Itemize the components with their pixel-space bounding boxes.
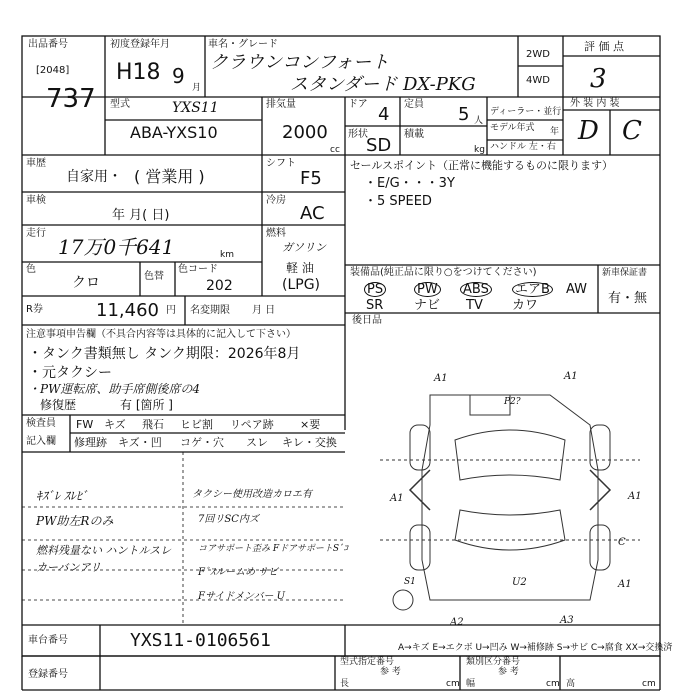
equip-abs: ABS	[460, 282, 492, 297]
remark-2: PW助左Rのみ	[36, 514, 114, 528]
diagram-mark: A1	[434, 373, 448, 384]
remark-3: 燃料残量ない ハントルスレ	[36, 544, 172, 557]
inspection-value: 年 月( 日)	[112, 208, 170, 223]
mileage-label: 走行	[26, 228, 46, 239]
insp-r1-5: ×要	[300, 418, 321, 431]
diagram-mark: A1	[390, 493, 404, 504]
drive-4wd: 4WD	[526, 75, 550, 86]
name-change-label: 名変期限	[190, 305, 230, 316]
inspection-label: 車検	[26, 195, 46, 206]
insp-r2-1: キズ・凹	[118, 436, 162, 449]
warranty-value: 有・無	[608, 291, 648, 306]
remark-9: Fサイドメンバー U	[198, 591, 286, 602]
diagram-mark: A1	[628, 491, 642, 502]
ext-int-label: 外 装 内 装	[570, 98, 620, 109]
equip-navi: ナビ	[414, 298, 441, 313]
remarks-label: 後日品	[352, 315, 382, 326]
insp-r2-4: キレ・交換	[282, 436, 337, 449]
insp-r1-0: FW	[76, 418, 94, 431]
color-code-label: 色コード	[178, 264, 218, 275]
ac-value: AC	[300, 203, 325, 224]
model-label: 型式	[110, 99, 130, 110]
reg-label: 登録番号	[28, 669, 68, 680]
model-handwritten: YXS11	[172, 100, 219, 116]
equip-sr: SR	[366, 298, 384, 313]
sales-point-2: ・5 SPEED	[364, 194, 432, 209]
insp-r2-3: スレ	[246, 436, 268, 449]
chassis-number: YXS11-0106561	[130, 630, 271, 651]
lot-code: [2048]	[36, 65, 70, 76]
remark-4: カーバンアリ	[36, 561, 102, 574]
lot-label: 出品番号	[28, 39, 68, 50]
capacity-value: 5	[458, 104, 470, 125]
first-reg-month: 9	[172, 64, 185, 88]
insp-r1-4: リペア跡	[230, 418, 274, 431]
first-reg-label: 初度登録年月	[110, 39, 170, 50]
diagram-mark: S1	[404, 577, 416, 587]
equip-tv: TV	[466, 298, 483, 313]
insp-r1-2: 飛石	[142, 418, 164, 431]
diagram-mark: A1	[564, 371, 578, 382]
length-label: 長	[340, 679, 350, 689]
diagram-mark: P2?	[504, 397, 521, 407]
capacity-unit: 人	[474, 116, 484, 126]
displacement-label: 排気量	[266, 99, 296, 110]
fuel-label: 燃料	[266, 228, 286, 239]
height-unit: cm	[642, 679, 656, 689]
warranty-label: 新車保証書	[602, 268, 648, 278]
reference-label: 参 考	[380, 667, 401, 677]
model-year-label: モデル年式	[490, 123, 535, 133]
load-unit: kg	[474, 145, 485, 155]
reference-label-2: 参 考	[498, 667, 519, 677]
name-grade-label: 車名・グレード	[208, 39, 278, 50]
note-3: ・PW運転席、助手席側後席の4	[28, 382, 201, 396]
diagram-legend: A→キズ E→エクボ U→凹み W→補修跡 S→サビ C→腐食 XX→交換済	[398, 643, 673, 653]
width-unit: cm	[546, 679, 560, 689]
recycle-label: R券	[26, 304, 43, 315]
color-value: クロ	[72, 275, 100, 291]
diagram-mark: C	[618, 537, 626, 548]
equip-airbag: エアB	[512, 282, 553, 297]
length-unit: cm	[446, 679, 460, 689]
car-diagram	[380, 395, 640, 610]
chassis-label: 車台番号	[28, 635, 68, 646]
width-label: 幅	[466, 679, 476, 689]
drive-2wd: 2WD	[526, 49, 550, 60]
capacity-label: 定員	[404, 99, 424, 110]
insp-r2-0: 修理跡	[74, 436, 107, 449]
mileage-unit: km	[220, 250, 234, 260]
insp-r1-3: ヒビ割	[180, 418, 213, 431]
remark-7: コアサポート歪み FドアサポートSﾞｺ	[198, 544, 349, 554]
interior-value: C	[622, 116, 642, 146]
load-label: 積載	[404, 129, 424, 140]
history-label: 車歴	[26, 158, 46, 169]
category-label: 類別区分番号	[466, 657, 521, 667]
history-business: ( 営業用 )	[134, 167, 205, 186]
fuel-lpg: (LPG)	[282, 277, 321, 293]
color-change-label: 色替	[144, 271, 164, 282]
handle-label: ハンドル 左・右	[490, 142, 556, 152]
inspector-label-1: 検査員	[26, 418, 56, 429]
color-label: 色	[26, 264, 36, 275]
equipment-label: 装備品(純正品に限り○をつけてください)	[350, 267, 537, 278]
diagram-mark: A1	[618, 579, 632, 590]
car-name: クラウンコンフォート	[210, 52, 390, 73]
grade: スタンダード DX-PKG	[290, 74, 476, 95]
year-label: 年	[550, 127, 560, 137]
model-printed: ABA-YXS10	[130, 123, 218, 142]
ac-label: 冷房	[266, 195, 286, 206]
notes-label: 注意事項申告欄（不具合内容等は具体的に記入して下さい）	[26, 329, 296, 340]
equip-pw: PW	[414, 282, 441, 297]
equip-ps: PS	[364, 282, 386, 297]
month-unit: 月	[192, 83, 202, 93]
doors-value: 4	[378, 104, 390, 125]
shift-value: F5	[300, 168, 322, 189]
name-change-value: 月 日	[252, 305, 276, 316]
remark-5: タクシー使用改造カロエ有	[192, 489, 312, 500]
remark-8: Fﾞｽルームめ サビ	[198, 567, 279, 578]
fuel-gas: ガソリン	[282, 241, 326, 254]
repair-label: 修復歴	[40, 398, 77, 412]
fuel-diesel: 軽 油	[286, 261, 314, 275]
displacement-unit: cc	[330, 145, 340, 155]
recycle-unit: 円	[166, 305, 176, 316]
first-reg-year: H18	[116, 60, 161, 85]
note-1: ・タンク書類無し タンク期限：2026年8月	[28, 346, 301, 362]
model-designation-label: 型式指定番号	[340, 657, 395, 667]
diagram-mark: U2	[512, 577, 527, 588]
remark-6: 7回リSC内ズ	[198, 514, 259, 525]
note-2: ・元タクシー	[28, 365, 112, 381]
height-label: 高	[566, 679, 576, 689]
score-value: 3	[590, 64, 607, 94]
dealer-label: ディーラー・並行	[490, 107, 562, 117]
sales-points-label: セールスポイント（正常に機能するものに限ります）	[350, 159, 614, 172]
remark-1: ｷｽﾞﾚ ｽﾚﾋﾞ	[36, 489, 88, 503]
shape-value: SD	[366, 135, 392, 156]
equip-aw: AW	[566, 282, 588, 297]
history-private: 自家用・	[66, 169, 122, 185]
insp-r1-1: キズ	[104, 418, 126, 431]
shape-label: 形状	[348, 129, 368, 140]
lot-number: 737	[46, 84, 96, 114]
recycle-value: 11,460	[96, 300, 159, 321]
exterior-value: D	[578, 116, 599, 146]
repair-value: 有 [箇所 ]	[120, 398, 173, 412]
color-code-value: 202	[206, 278, 233, 294]
mileage-value: 17万0千641	[58, 235, 175, 259]
score-label: 評 価 点	[584, 40, 624, 53]
displacement-value: 2000	[282, 122, 328, 143]
inspector-label-2: 記入欄	[26, 436, 56, 447]
diagram-mark: A3	[560, 615, 574, 626]
shift-label: シフト	[266, 158, 296, 169]
doors-label: ドア	[348, 99, 368, 110]
insp-r2-2: コゲ・穴	[180, 436, 224, 449]
sales-point-1: ・E/G・・・3Y	[364, 176, 455, 191]
equip-leather: カワ	[512, 298, 539, 313]
diagram-mark: A2	[450, 617, 464, 628]
